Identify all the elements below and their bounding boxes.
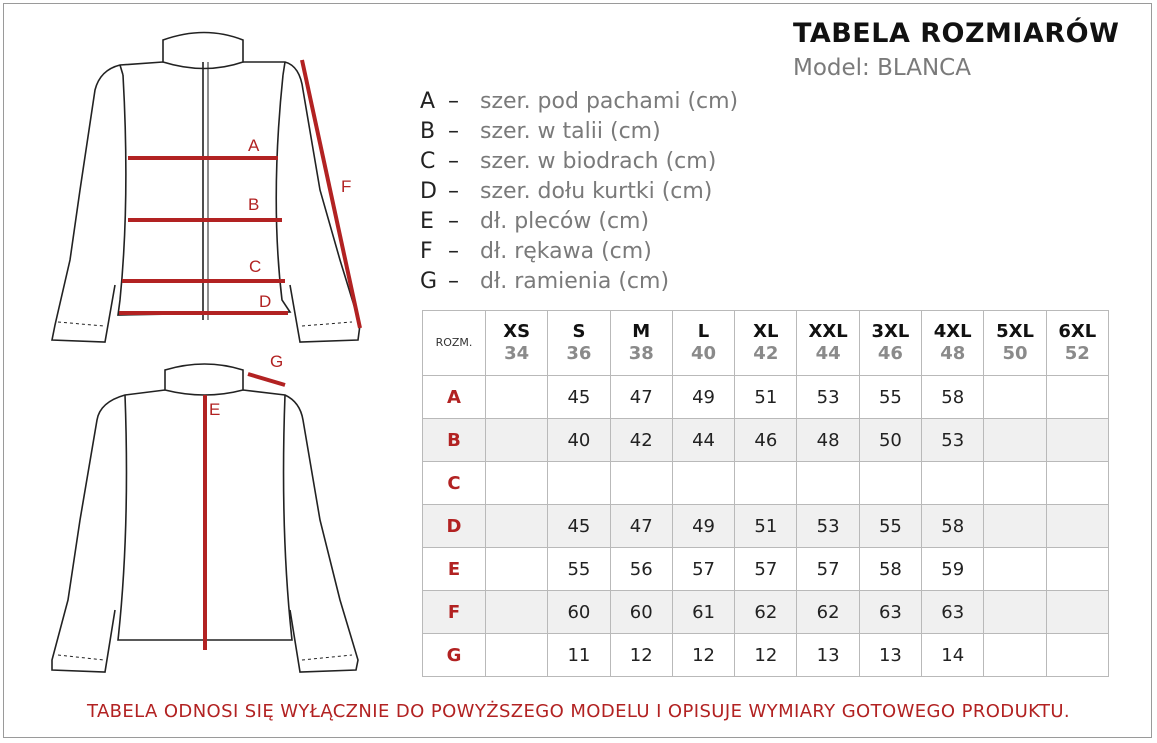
legend-text: szer. w biodrach (cm): [480, 148, 717, 174]
table-cell: 48: [797, 419, 859, 462]
eu-size: 40: [691, 343, 717, 364]
row-key: F: [423, 591, 486, 634]
legend-key: A: [420, 88, 436, 114]
diagram-label-g: G: [270, 352, 284, 371]
size-label: 3XL: [871, 321, 910, 342]
eu-size: 34: [504, 343, 530, 364]
table-cell: [672, 462, 734, 505]
legend-key: E: [420, 208, 434, 234]
model-name: Model: BLANCA: [793, 55, 971, 81]
table-cell: 57: [672, 548, 734, 591]
table-cell: 63: [922, 591, 984, 634]
table-cell: [486, 462, 548, 505]
table-cell: 51: [735, 505, 797, 548]
table-cell: 58: [859, 548, 921, 591]
jacket-diagrams: [0, 0, 420, 700]
diagram-label-a: A: [248, 136, 260, 155]
table-cell: [1046, 376, 1108, 419]
size-header-row: [423, 311, 1109, 376]
legend-dash: –: [448, 208, 459, 234]
table-cell: 12: [735, 634, 797, 677]
table-cell: [984, 462, 1046, 505]
table-cell: 59: [922, 548, 984, 591]
table-cell: 57: [797, 548, 859, 591]
measure-line-g: [248, 374, 285, 385]
eu-size: 46: [877, 343, 903, 364]
jacket-front-illustration: [52, 33, 360, 343]
legend-dash: –: [448, 88, 459, 114]
eu-size: 48: [940, 343, 966, 364]
size-header: [486, 311, 548, 376]
table-cell: [984, 505, 1046, 548]
legend-text: dł. pleców (cm): [480, 208, 650, 234]
legend-text: szer. dołu kurtki (cm): [480, 178, 713, 204]
table-cell: 58: [922, 376, 984, 419]
table-cell: 40: [548, 419, 610, 462]
table-cell: 63: [859, 591, 921, 634]
row-key: B: [423, 419, 486, 462]
row-key: C: [423, 462, 486, 505]
size-label: M: [632, 321, 651, 342]
size-header: [797, 311, 859, 376]
table-cell: [859, 462, 921, 505]
table-cell: 60: [610, 591, 672, 634]
legend-key: F: [420, 238, 433, 264]
eu-size: 44: [815, 343, 841, 364]
row-key: D: [423, 505, 486, 548]
table-cell: 62: [797, 591, 859, 634]
legend-item: [420, 236, 738, 266]
table-cell: 47: [610, 376, 672, 419]
table-cell: [984, 548, 1046, 591]
size-label: XS: [503, 321, 531, 342]
table-cell: [1046, 634, 1108, 677]
measurement-legend: [420, 86, 738, 296]
table-cell: 45: [548, 505, 610, 548]
size-header: [610, 311, 672, 376]
legend-key: D: [420, 178, 437, 204]
table-cell: 13: [859, 634, 921, 677]
table-cell: 55: [859, 376, 921, 419]
table-cell: 53: [797, 505, 859, 548]
table-row: [423, 591, 1109, 634]
table-cell: 62: [735, 591, 797, 634]
legend-key: C: [420, 148, 436, 174]
table-cell: 55: [548, 548, 610, 591]
table-cell: [1046, 462, 1108, 505]
diagram-label-e: E: [209, 400, 221, 419]
table-cell: [984, 376, 1046, 419]
table-cell: 49: [672, 505, 734, 548]
table-cell: [1046, 548, 1108, 591]
size-label: S: [572, 321, 586, 342]
table-cell: 42: [610, 419, 672, 462]
table-cell: 60: [548, 591, 610, 634]
page-title: TABELA ROZMIARÓW: [793, 18, 1120, 49]
table-cell: [610, 462, 672, 505]
table-cell: [486, 376, 548, 419]
table-cell: 56: [610, 548, 672, 591]
table-cell: [984, 634, 1046, 677]
eu-size: 42: [753, 343, 779, 364]
legend-dash: –: [448, 268, 459, 294]
diagram-label-d: D: [259, 292, 272, 311]
legend-dash: –: [448, 178, 459, 204]
legend-text: szer. w talii (cm): [480, 118, 661, 144]
table-cell: [548, 462, 610, 505]
table-row: [423, 505, 1109, 548]
table-cell: 47: [610, 505, 672, 548]
table-cell: [797, 462, 859, 505]
table-cell: [1046, 419, 1108, 462]
legend-key: G: [420, 268, 438, 294]
size-header: [984, 311, 1046, 376]
table-row: [423, 376, 1109, 419]
table-cell: 13: [797, 634, 859, 677]
legend-dash: –: [448, 118, 459, 144]
table-cell: [486, 419, 548, 462]
table-cell: 55: [859, 505, 921, 548]
table-cell: 61: [672, 591, 734, 634]
eu-size: 36: [566, 343, 592, 364]
legend-item: [420, 116, 738, 146]
legend-key: B: [420, 118, 436, 144]
table-cell: 53: [922, 419, 984, 462]
table-cell: [922, 462, 984, 505]
table-row: [423, 462, 1109, 505]
table-cell: 58: [922, 505, 984, 548]
legend-item: [420, 266, 738, 296]
row-key: G: [423, 634, 486, 677]
table-cell: [486, 591, 548, 634]
table-row: [423, 548, 1109, 591]
table-cell: 57: [735, 548, 797, 591]
row-key: A: [423, 376, 486, 419]
size-label: L: [697, 321, 710, 342]
size-label: XXL: [808, 321, 848, 342]
table-row: [423, 419, 1109, 462]
front-measure-lines: [119, 60, 360, 328]
table-cell: 12: [672, 634, 734, 677]
table-cell: 51: [735, 376, 797, 419]
size-header: [735, 311, 797, 376]
size-header: [1046, 311, 1108, 376]
table-cell: [486, 548, 548, 591]
size-label: 5XL: [996, 321, 1034, 342]
table-cell: 49: [672, 376, 734, 419]
table-cell: 44: [672, 419, 734, 462]
size-header: [672, 311, 734, 376]
diagram-label-b: B: [248, 195, 260, 214]
row-key: E: [423, 548, 486, 591]
eu-size: 50: [1002, 343, 1028, 364]
size-table-body: [423, 376, 1109, 677]
legend-item: [420, 146, 738, 176]
table-cell: 46: [735, 419, 797, 462]
legend-text: dł. ramienia (cm): [480, 268, 670, 294]
table-cell: [735, 462, 797, 505]
footer-disclaimer: TABELA ODNOSI SIĘ WYŁĄCZNIE DO POWYŻSZEGO MODELU I OPISUJE WYMIARY GOTOWEGO PRODUKTU.: [86, 701, 1071, 722]
size-header: [548, 311, 610, 376]
eu-size: 52: [1064, 343, 1090, 364]
size-header: [859, 311, 921, 376]
legend-dash: –: [448, 238, 459, 264]
legend-item: [420, 206, 738, 236]
legend-text: dł. rękawa (cm): [480, 238, 652, 264]
table-cell: 50: [859, 419, 921, 462]
table-cell: [486, 505, 548, 548]
legend-item: [420, 176, 738, 206]
legend-item: [420, 86, 738, 116]
diagram-label-c: C: [249, 257, 262, 276]
table-cell: [984, 419, 1046, 462]
size-label: XL: [753, 321, 779, 342]
legend-text: szer. pod pachami (cm): [480, 88, 739, 114]
diagram-label-f: F: [341, 177, 352, 196]
size-header: [922, 311, 984, 376]
size-label: 6XL: [1058, 321, 1097, 342]
table-cell: [1046, 591, 1108, 634]
table-cell: [486, 634, 548, 677]
size-table: [422, 310, 1109, 677]
table-cell: [1046, 505, 1108, 548]
table-cell: 14: [922, 634, 984, 677]
table-row: [423, 634, 1109, 677]
table-cell: 11: [548, 634, 610, 677]
table-cell: [984, 591, 1046, 634]
corner-label: ROZM.: [423, 311, 486, 376]
legend-dash: –: [448, 148, 459, 174]
table-cell: 12: [610, 634, 672, 677]
table-cell: 53: [797, 376, 859, 419]
table-cell: 45: [548, 376, 610, 419]
eu-size: 38: [628, 343, 654, 364]
size-label: 4XL: [933, 321, 972, 342]
